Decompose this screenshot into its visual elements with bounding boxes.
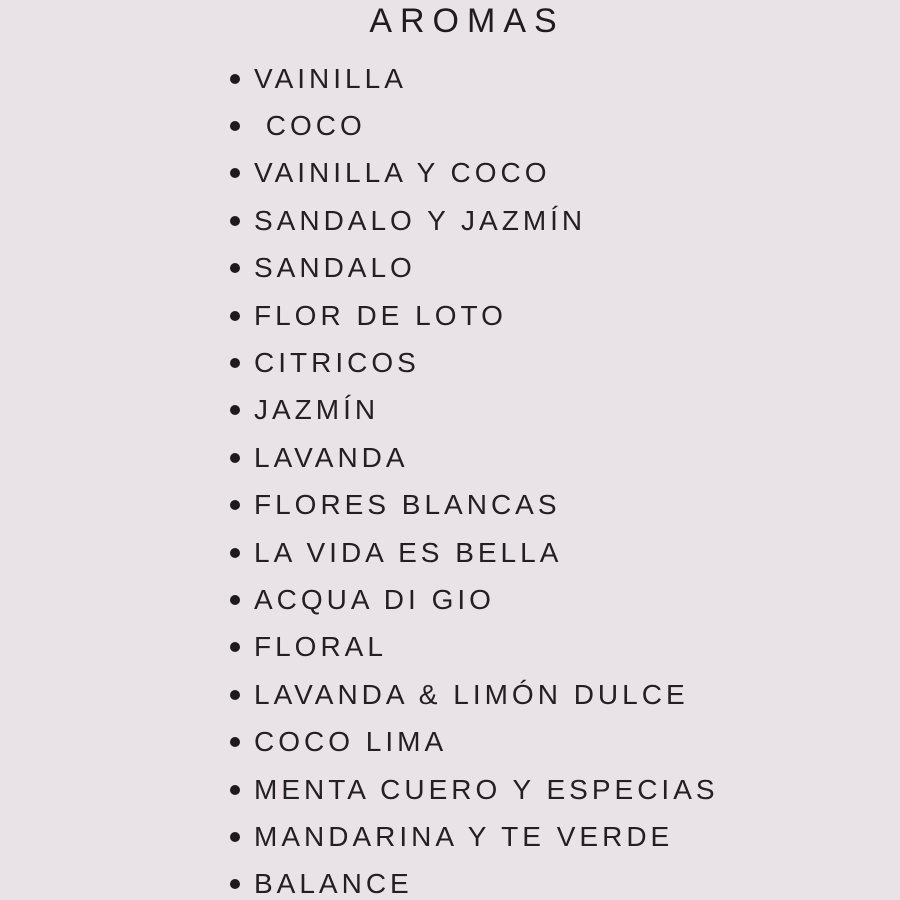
bullet-icon (230, 74, 240, 84)
bullet-icon (230, 737, 240, 747)
list-item (230, 624, 719, 671)
bullet-icon (230, 832, 240, 842)
bullet-icon (230, 500, 240, 510)
aroma-name: COCO (254, 110, 366, 142)
list-item (230, 102, 719, 149)
list-item (230, 861, 719, 900)
page-title: AROMAS (369, 2, 565, 40)
bullet-icon (230, 595, 240, 605)
aroma-name: LAVANDA & LIMÓN DULCE (254, 678, 689, 710)
list-item (230, 292, 719, 339)
list-item (230, 434, 719, 481)
bullet-icon (230, 879, 240, 889)
bullet-icon (230, 548, 240, 558)
bullet-icon (230, 311, 240, 321)
list-item (230, 576, 719, 623)
bullet-icon (230, 405, 240, 415)
list-item (230, 245, 719, 292)
list-item (230, 813, 719, 860)
aroma-name: VAINILLA Y COCO (254, 157, 551, 189)
list-item (230, 197, 719, 244)
bullet-icon (230, 690, 240, 700)
aroma-name: FLOR DE LOTO (254, 299, 507, 331)
aroma-name: MANDARINA Y TE VERDE (254, 820, 674, 852)
aroma-name: JAZMÍN (254, 394, 380, 426)
list-item (230, 529, 719, 576)
list-item (230, 766, 719, 813)
list-item (230, 55, 719, 102)
aromas-list (230, 55, 719, 900)
list-item (230, 671, 719, 718)
bullet-icon (230, 168, 240, 178)
list-item (230, 482, 719, 529)
aroma-name: FLORAL (254, 631, 387, 663)
aroma-name: SANDALO (254, 252, 416, 284)
aroma-name: LAVANDA (254, 441, 409, 473)
aroma-name: ACQUA DI GIO (254, 583, 495, 615)
bullet-icon (230, 263, 240, 273)
aroma-name: CITRICOS (254, 347, 420, 379)
bullet-icon (230, 642, 240, 652)
aroma-name: MENTA CUERO Y ESPECIAS (254, 773, 719, 805)
list-item (230, 150, 719, 197)
list-item (230, 718, 719, 765)
aroma-name: LA VIDA ES BELLA (254, 536, 563, 568)
list-item (230, 339, 719, 386)
aroma-name: FLORES BLANCAS (254, 489, 561, 521)
aroma-name: SANDALO Y JAZMÍN (254, 204, 587, 236)
aroma-name: COCO LIMA (254, 726, 448, 758)
aroma-name: BALANCE (254, 868, 413, 900)
bullet-icon (230, 358, 240, 368)
bullet-icon (230, 453, 240, 463)
bullet-icon (230, 121, 240, 131)
list-item (230, 387, 719, 434)
aroma-name: VAINILLA (254, 62, 407, 94)
bullet-icon (230, 785, 240, 795)
bullet-icon (230, 216, 240, 226)
